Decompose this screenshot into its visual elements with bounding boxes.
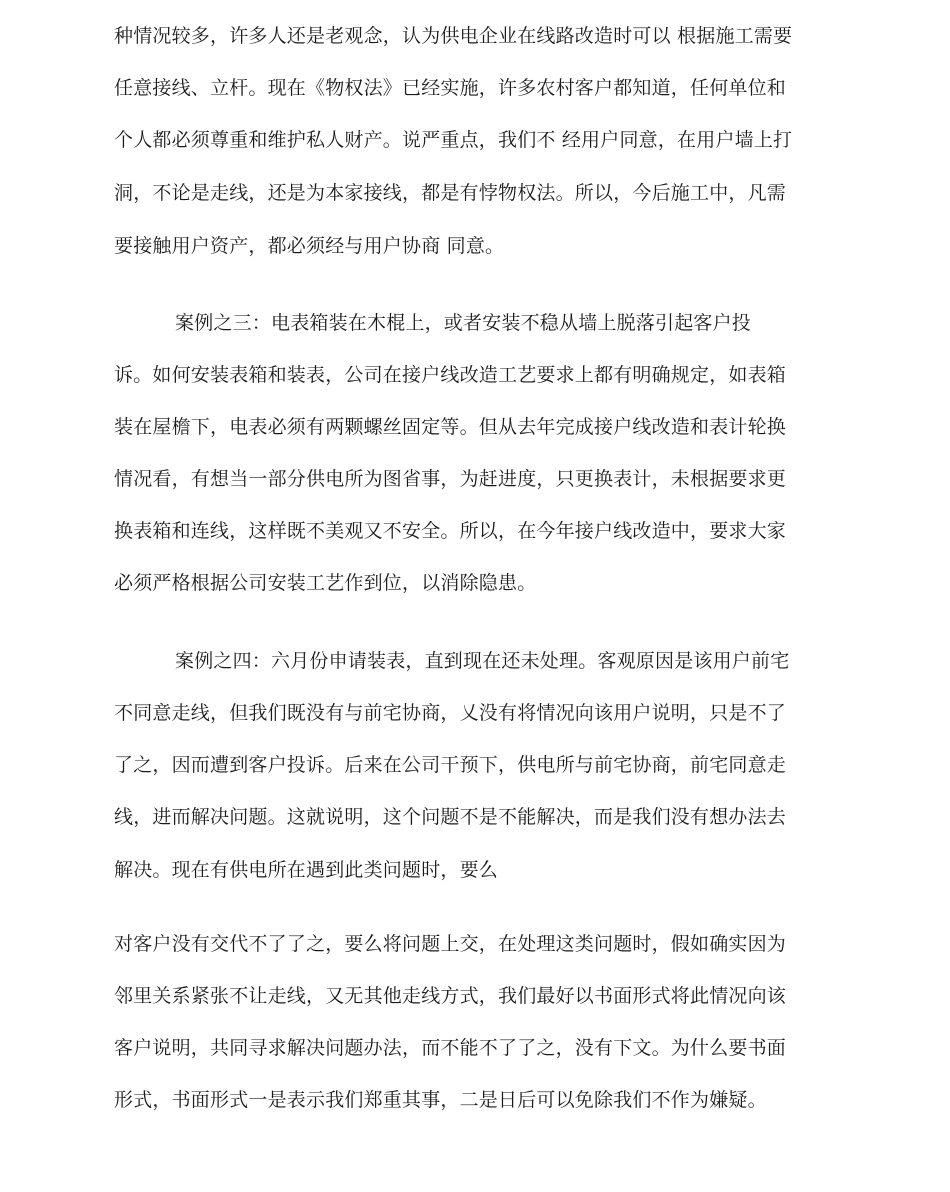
paragraph-line: 情况看，有想当一部分供电所为图省事，为赶进度，只更换表计，未根据要求更 <box>114 468 787 490</box>
paragraph-line: 洞，不论是走线，还是为本家接线，都是有悖物权法。所以，今后施工中，凡需 <box>114 182 787 204</box>
paragraph-line: 必须严格根据公司安装工艺作到位，以消除隐患。 <box>114 572 537 594</box>
paragraph-line: 个人都必须尊重和维护私人财产。说严重点，我们不 经用户同意，在用户墙上打 <box>114 129 793 151</box>
paragraph-line: 形式，书面形式一是表示我们郑重其事，二是日后可以免除我们不作为嫌疑。 <box>114 1089 767 1111</box>
case-heading-line: 案例之三：电表箱装在木棍上，或者安装不稳从墙上脱落引起客户投 <box>175 312 752 334</box>
paragraph-line: 种情况较多，许多人还是老观念，认为供电企业在线路改造时可以 根据施工需要 <box>114 25 793 47</box>
paragraph-line: 不同意走线，但我们既没有与前宅协商，乂没有将情况向该用户说明，只是不了 <box>114 702 787 724</box>
paragraph-line: 解决。现在有供电所在遇到此类问题时，要么 <box>114 859 499 881</box>
paragraph-line: 客户说明，共同寻求解决问题办法，而不能不了了之，没有下文。为什么要书面 <box>114 1037 787 1059</box>
paragraph-line: 邻里关系紧张不让走线，又无其他走线方式，我们最好以书面形式将此情况向该 <box>114 985 787 1007</box>
paragraph-line: 任意接线、立杆。现在《物权法》已经实施，许多农村客户都知道，任何单位和 <box>114 77 787 99</box>
case-heading-line: 案例之四：六月份申请装表，直到现在还未处理。客观原因是该用户前宅 <box>175 650 790 672</box>
paragraph-line: 线，进而解决问题。这就说明，这个问题不是不能解决，而是我们没有想办法去 <box>114 806 787 828</box>
paragraph-line: 诉。如何安装表箱和装表，公司在接户线改造工艺要求上都有明确规定，如表箱 <box>114 364 787 386</box>
paragraph-line: 对客户没有交代不了了之，要么将问题上交，在处理这类问题时，假如确实因为 <box>114 933 787 955</box>
paragraph-line: 换表箱和连线，这样既不美观又不安全。所以，在今年接户线改造中，要求大家 <box>114 520 787 542</box>
paragraph-line: 装在屋檐下，电表必须有两颗螺丝固定等。但从去年完成接户线改造和表计轮换 <box>114 416 787 438</box>
paragraph-line: 要接触用户资产，都必须经与用户协商 同意。 <box>114 235 505 257</box>
paragraph-line: 了之，因而遭到客户投诉。后来在公司干预下，供电所与前宅协商，前宅同意走 <box>114 754 787 776</box>
